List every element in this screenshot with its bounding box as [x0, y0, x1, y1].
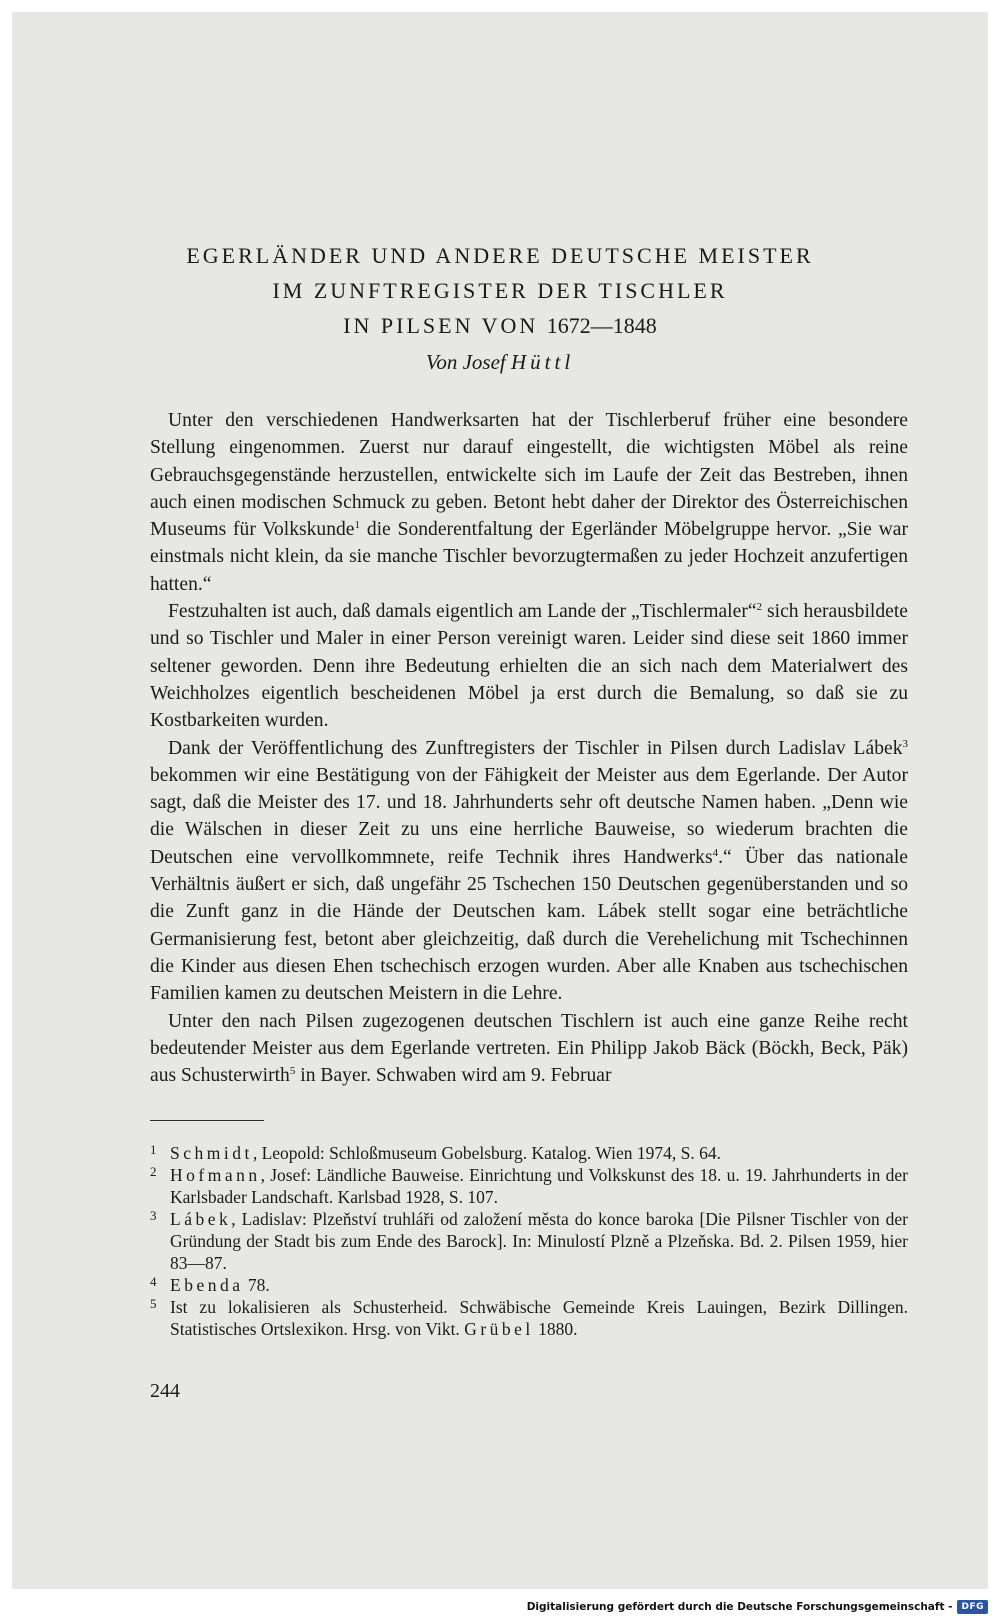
footnote-author: Grübel [464, 1319, 534, 1339]
paragraph-2 [150, 598, 908, 734]
paragraph-3 [150, 735, 908, 1008]
paragraph-text: die Sonderentfaltung der Egerländer Möbelgruppe hervor. „Sie war einstmals nicht klein, da sie manche Tischler bevorzugtermaßen zu jeder Hochzeit anzufertigen hatten.“ [150, 519, 908, 595]
paragraph-1 [150, 407, 908, 598]
paragraph-text: Unter den verschiedenen Handwerksarten hat der Tischlerberuf früher eine besondere Stellung eingenommen. Zuerst nur darauf eingestellt, die wichtigsten Möbel als reine Gebrauchsgegenstände herzustellen, entwickelte sich im Laufe der Zeit das Bestreben, ihnen auch einen modischen Schmuck zu geben. Betont hebt daher der Direktor des Österreichischen Museums für Volkskunde [150, 410, 908, 541]
page-number: 244 [150, 1380, 180, 1402]
footnote-number: 1 [150, 1142, 157, 1157]
footnote-ref-5: 5 [289, 1065, 296, 1078]
footnote-5 [150, 1296, 908, 1340]
footnote-ref-2: 2 [756, 601, 763, 614]
author-prefix: Von Josef [425, 350, 511, 374]
footnote-ref-1: 1 [354, 519, 360, 532]
author-name: Hüttl [510, 350, 575, 374]
footnote-number: 3 [150, 1208, 157, 1223]
footnote-text [170, 1164, 908, 1208]
article-title [12, 238, 988, 343]
footnote-4 [150, 1274, 908, 1296]
dfg-funding-banner [527, 1597, 988, 1617]
footnote-ref-4: 4 [712, 846, 719, 859]
footnote-citation: 1880. [533, 1319, 578, 1339]
paragraph-text: in Bayer. Schwaben wird am 9. Februar [295, 1065, 612, 1087]
footnote-number: 5 [150, 1296, 157, 1311]
paragraph-text: sich herausbildete und so Tischler und Maler in einer Person vereinigt waren. Leider sind diese seit 1860 immer seltener geworden. Denn ihre Bedeutung erhielten die an sich nach dem Materialwert des Weichholzes eigentlich bescheidenen Möbel ja erst durch die Bemalung, so daß sie zu Kostbarkeiten wurden. [150, 601, 908, 732]
footnote-text [170, 1142, 908, 1164]
footnote-text [170, 1274, 908, 1296]
paragraph-text: bekommen wir eine Bestätigung von der Fähigkeit der Meister aus dem Egerlande. Der Autor sagt, daß die Meister des 17. und 18. Jahrhunderts sehr oft deutsche Namen haben. „Denn wie die Wälschen in dieser Zeit zu uns eine herrliche Bauweise, so wiederum brachten die Deutschen eine vervollkommnete, reife Technik ihres Handwerks [150, 764, 908, 868]
paragraph-text: Festzuhalten ist auch, daß damals eigentlich am Lande der „Tischlermaler“ [168, 601, 757, 623]
footnote-number: 4 [150, 1274, 157, 1289]
footnote-author: Lábek [170, 1209, 232, 1229]
footnote-citation: , Josef: Ländliche Bauweise. Einrichtung und Volkskunst des 18. u. 19. Jahrhunderts in der Karlsbader Landschaft. Karlsbad 1928, S. 107. [170, 1165, 908, 1207]
article-body [150, 407, 908, 1089]
footnote-number: 2 [150, 1164, 157, 1179]
title-line-1: EGERLÄNDER UND ANDERE DEUTSCHE MEISTER [186, 243, 814, 268]
footnote-citation: 78. [243, 1275, 270, 1295]
author-line [12, 350, 988, 375]
footnote-citation: Ist zu lokalisieren als Schusterheid. Schwäbische Gemeinde Kreis Lauingen, Bezirk Dillingen. Statistisches Ortslexikon. Hrsg. von Vikt. [170, 1297, 908, 1339]
footnote-1 [150, 1142, 908, 1164]
footnote-separator [150, 1120, 264, 1121]
footnote-citation: , Leopold: Schloßmuseum Gobelsburg. Katalog. Wien 1974, S. 64. [252, 1143, 722, 1163]
footnote-text [170, 1208, 908, 1274]
paragraph-4 [150, 1008, 908, 1090]
footnotes [150, 1142, 908, 1340]
footnote-citation: , Ladislav: Plzeňství truhláři od založení města do konce baroka [Die Pilsner Tischler von der Gründung der Stadt bis zum Ende des Barock]. In: Minulostí Plzně a Plzeňska. Bd. 2. Pilsen 1959, hier 83—87. [170, 1209, 908, 1273]
paragraph-text: Dank der Veröffentlichung des Zunftregisters der Tischler in Pilsen durch Ladislav Lábek [168, 737, 903, 759]
footnote-text [170, 1296, 908, 1340]
document-page [12, 12, 988, 1589]
banner-text: Digitalisierung gefördert durch die Deutsche Forschungsgemeinschaft - [526, 1601, 953, 1613]
footnote-author: Schmidt [170, 1143, 253, 1163]
title-line-3-text: IN PILSEN VON [343, 313, 547, 338]
footnote-author: Hofmann [170, 1165, 261, 1185]
paragraph-text: .“ Über das nationale Verhältnis äußert er sich, daß ungefähr 25 Tschechen 150 Deutschen gegenüberstanden und so die Zunft ganz in die Hände der Deutschen kam. Lábek stellt sogar eine beträchtliche Germanisierung fest, betont aber gleichzeitig, daß durch die Verehelichung mit Tschechinnen die Kinder aus diesen Ehen tschechisch erzogen wurden. Aber alle Knaben aus tschechischen Familien kamen zu deutschen Meistern in die Lehre. [150, 846, 908, 1005]
footnote-ref-3: 3 [902, 737, 908, 750]
paragraph-text: Unter den nach Pilsen zugezogenen deutschen Tischlern ist auch eine ganze Reihe recht bedeutender Meister aus dem Egerlande vertreten. Ein Philipp Jakob Bäck (Böckh, Beck, Päk) aus Schusterwirth [150, 1010, 908, 1087]
footnote-author: Ebenda [170, 1275, 244, 1295]
footnote-3 [150, 1208, 908, 1274]
dfg-logo-icon: DFG [957, 1600, 988, 1614]
title-line-2: IM ZUNFTREGISTER DER TISCHLER [272, 278, 728, 303]
title-years: 1672—1848 [546, 313, 657, 338]
title-line-3 [12, 308, 988, 343]
footnote-2 [150, 1164, 908, 1208]
